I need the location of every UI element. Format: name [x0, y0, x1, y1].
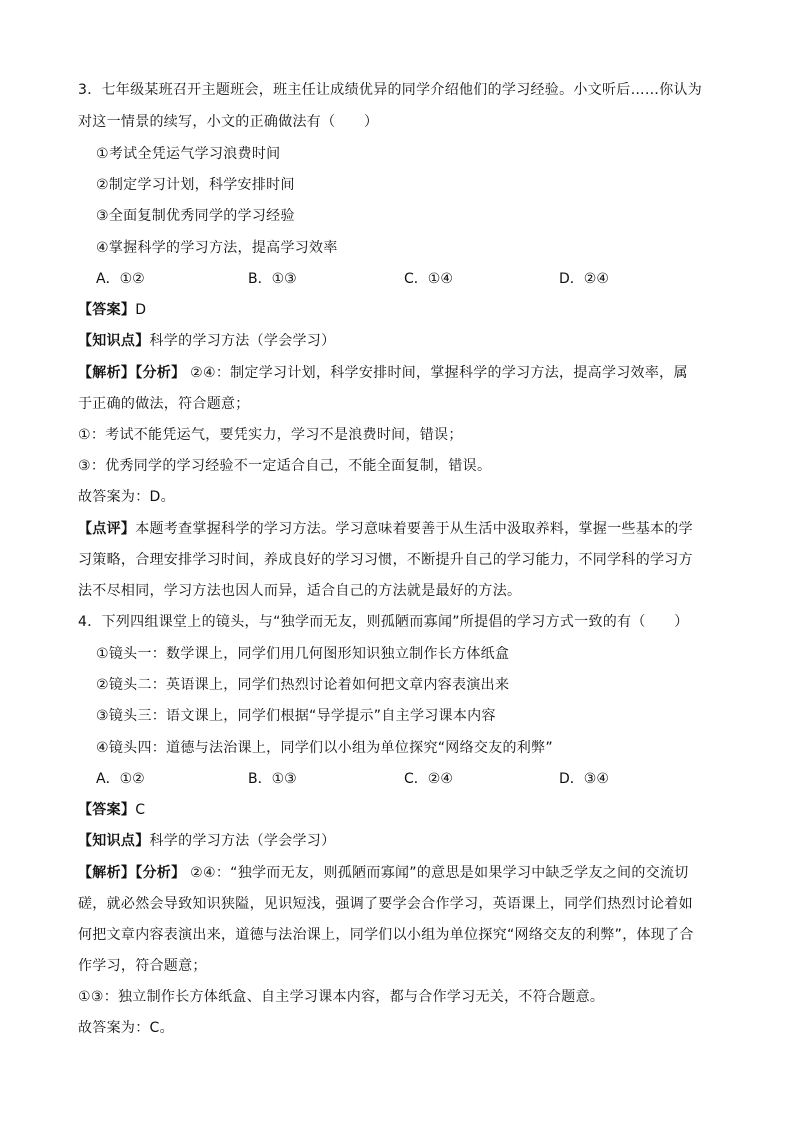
q4-knowledge [78, 831, 335, 851]
q3-knowledge-value: 科学的学习方法（学会学习） [149, 333, 336, 349]
q3-analysis-line3: ①：考试不能凭运气，要凭实力，学习不是浪费时间，错误； [78, 427, 463, 443]
q3-analysis-line1 [78, 363, 688, 383]
q3-analysis-label: 【解析】【分析】 [78, 365, 186, 381]
q3-comment-text1: 本题考查掌握科学的学习方法。学习意味着要善于从生活中汲取养料，掌握一些基本的学 [135, 521, 693, 537]
q4-stem-line1: 4．下列四组课堂上的镜头，与“独学而无友，则孤陋而寡闻”所提倡的学习方式一致的有（ ） [78, 614, 689, 630]
q4-option-c: C．②④ [404, 771, 453, 787]
q4-item-2: ②镜头二：英语课上，同学们热烈讨论着如何把文章内容表演出来 [96, 677, 510, 693]
q3-knowledge [78, 331, 335, 351]
q3-option-a: A．①② [96, 271, 145, 287]
q3-analysis-text1: ②④：制定学习计划，科学安排时间，掌握科学的学习方法，提高学习效率，属 [185, 365, 688, 381]
q3-conclusion: 故答案为：D。 [78, 489, 175, 505]
q3-answer-value: D [135, 302, 147, 318]
q4-option-d: D．③④ [559, 771, 609, 787]
q4-knowledge-value: 科学的学习方法（学会学习） [149, 833, 336, 849]
q4-analysis-text1: ②④：“独学而无友，则孤陋而寡闻”的意思是如果学习中缺乏学友之间的交流切 [185, 865, 689, 881]
q3-option-c: C．①④ [404, 271, 453, 287]
q3-answer [78, 300, 146, 320]
q4-option-a: A．①② [96, 771, 145, 787]
q3-answer-label: 【答案】 [78, 302, 136, 318]
q4-analysis-label: 【解析】【分析】 [78, 865, 186, 881]
q3-option-d: D．②④ [559, 271, 609, 287]
q4-knowledge-label: 【知识点】 [78, 833, 150, 849]
q3-item-4: ④掌握科学的学习方法，提高学习效率 [96, 240, 338, 256]
q3-item-2: ②制定学习计划，科学安排时间 [96, 177, 295, 193]
q4-conclusion: 故答案为：C。 [78, 1020, 174, 1036]
q4-answer-value: C [135, 802, 146, 818]
q3-comment-line2: 习策略，合理安排学习时间，养成良好的学习习惯，不断提升自己的学习能力，不同学科的学习方 [78, 552, 693, 568]
q4-item-1: ①镜头一：数学课上，同学们用几何图形知识独立制作长方体纸盒 [96, 646, 510, 662]
q4-answer-label: 【答案】 [78, 802, 136, 818]
q3-option-b: B．①③ [248, 271, 297, 287]
q3-comment-line3: 法不尽相同，学习方法也因人而异，适合自己的方法就是最好的方法。 [78, 583, 522, 599]
q3-analysis-line4: ③：优秀同学的学习经验不一定适合自己，不能全面复制，错误。 [78, 458, 492, 474]
q4-item-3: ③镜头三：语文课上，同学们根据“导学提示”自主学习课本内容 [96, 708, 496, 724]
q4-analysis-line2: 磋，就必然会导致知识狭隘，见识短浅，强调了要学会合作学习，英语课上，同学们热烈讨论着如 [78, 896, 693, 912]
q4-option-b: B．①③ [248, 771, 297, 787]
q3-item-3: ③全面复制优秀同学的学习经验 [96, 208, 295, 224]
q3-knowledge-label: 【知识点】 [78, 333, 150, 349]
q3-analysis-line2: 于正确的做法，符合题意； [78, 396, 250, 412]
q3-comment-line1 [78, 519, 693, 539]
q4-analysis-line1 [78, 863, 689, 883]
q4-analysis-line3: 何把文章内容表演出来，道德与法治课上，同学们以小组为单位探究“网络交友的利弊”，体现了合 [78, 927, 694, 943]
q4-item-4: ④镜头四：道德与法治课上，同学们以小组为单位探究“网络交友的利弊” [96, 740, 553, 756]
q3-stem-line1: 3．七年级某班召开主题班会，班主任让成绩优异的同学介绍他们的学习经验。小文听后……你认为 [78, 82, 703, 98]
q3-comment-label: 【点评】 [78, 521, 136, 537]
q3-stem-line2: 对这一情景的续写，小文的正确做法有（ ） [78, 114, 379, 130]
q4-answer [78, 800, 145, 820]
q4-analysis-line5: ①③：独立制作长方体纸盒、自主学习课本内容，都与合作学习无关，不符合题意。 [78, 989, 605, 1005]
q4-analysis-line4: 作学习，符合题意； [78, 958, 207, 974]
q3-item-1: ①考试全凭运气学习浪费时间 [96, 146, 281, 162]
